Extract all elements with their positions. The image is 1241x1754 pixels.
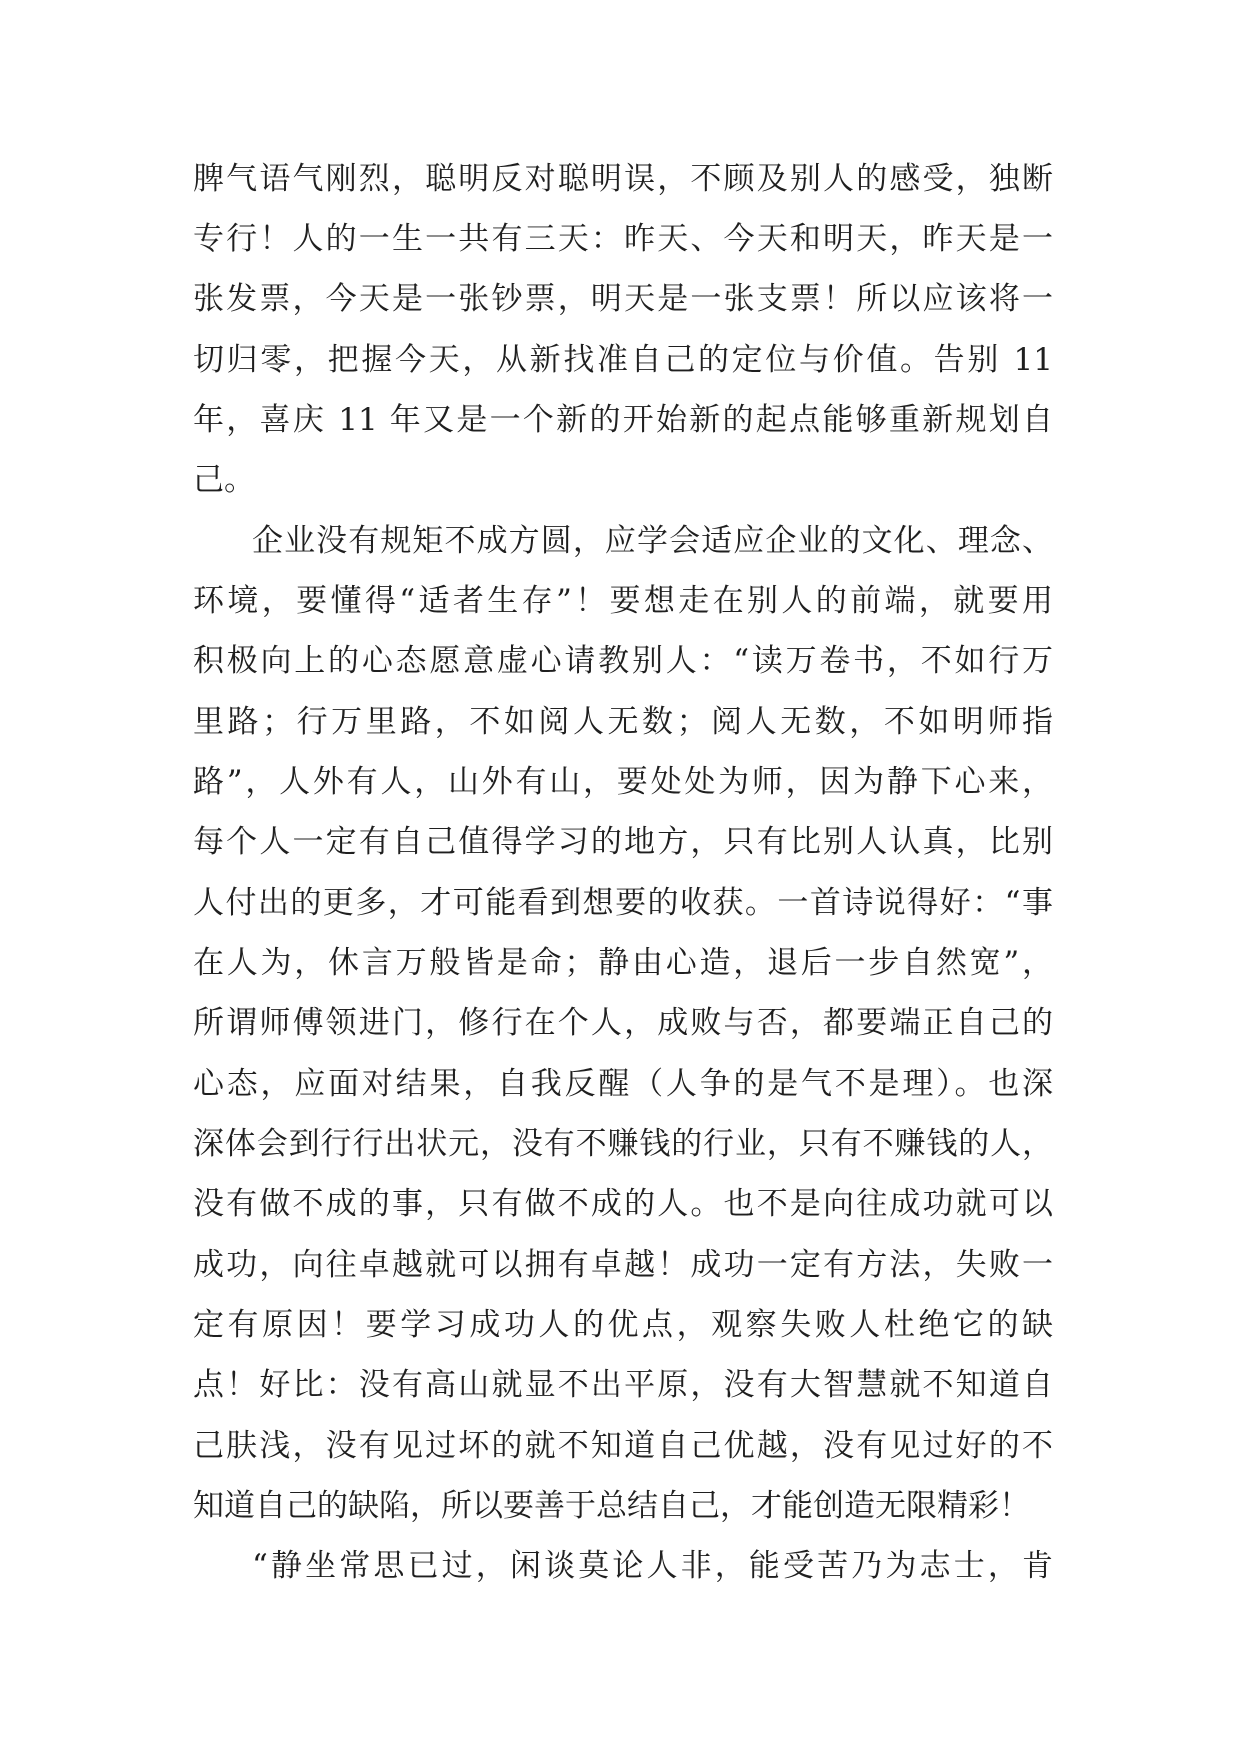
text-line: 企业没有规矩不成方圆，应学会适应企业的文化、理念、 [252,523,1053,559]
text-line: 脾气语气刚烈，聪明反对聪明误，不顾及别人的感受，独断 [193,161,1053,197]
text-line: 里路；行万里路，不如阅人无数；阅人无数，不如明师指 [193,704,1053,740]
text-line: 年，喜庆 11 年又是一个新的开始新的起点能够重新规划自 [193,402,1053,438]
text-line: 环境，要懂得“适者生存”！要想走在别人的前端，就要用 [193,583,1053,619]
text-line: 所谓师傅领进门，修行在个人，成败与否，都要端正自己的 [193,1005,1053,1041]
text-line: 切归零，把握今天，从新找准自己的定位与价值。告别 11 [193,342,1053,378]
text-line: 定有原因！要学习成功人的优点，观察失败人杜绝它的缺 [193,1307,1053,1343]
text-line: 深体会到行行出状元，没有不赚钱的行业，只有不赚钱的人， [193,1126,1053,1162]
text-line: 路”，人外有人，山外有山，要处处为师，因为静下心来， [193,764,1053,800]
text-line: 点！好比：没有高山就显不出平原，没有大智慧就不知道自 [193,1367,1053,1403]
text-line: 己。 [193,462,255,498]
text-line: 成功，向往卓越就可以拥有卓越！成功一定有方法，失败一 [193,1247,1053,1283]
text-line: 己肤浅，没有见过坏的就不知道自己优越，没有见过好的不 [193,1428,1053,1464]
text-line: 心态，应面对结果，自我反醒（人争的是气不是理）。也深 [193,1066,1053,1102]
text-line: 人付出的更多，才可能看到想要的收获。一首诗说得好：“事 [193,885,1053,921]
text-line: 在人为，休言万般皆是命；静由心造，退后一步自然宽”， [193,945,1053,981]
text-line: 知道自己的缺陷，所以要善于总结自己，才能创造无限精彩！ [193,1488,1030,1524]
text-line: “静坐常思已过，闲谈莫论人非，能受苦乃为志士，肯 [252,1548,1053,1584]
text-line: 专行！人的一生一共有三天：昨天、今天和明天，昨天是一 [193,221,1053,257]
text-line: 张发票，今天是一张钞票，明天是一张支票！所以应该将一 [193,281,1053,317]
text-line: 积极向上的心态愿意虚心请教别人：“读万卷书，不如行万 [193,643,1053,679]
text-line: 每个人一定有自己值得学习的地方，只有比别人认真，比别 [193,824,1053,860]
text-line: 没有做不成的事，只有做不成的人。也不是向往成功就可以 [193,1186,1053,1222]
